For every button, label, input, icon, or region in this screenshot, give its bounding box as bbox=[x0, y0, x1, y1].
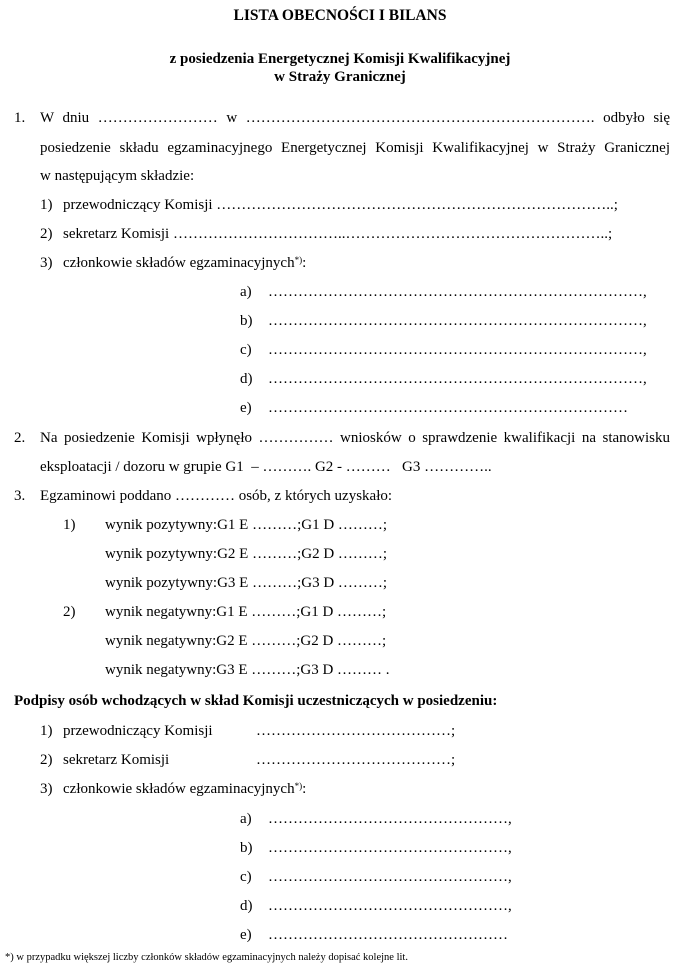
sig-item-letter: b) bbox=[240, 840, 253, 856]
member-item-dots: …………………………………………………………………, bbox=[268, 342, 647, 358]
footnote-marker: *) bbox=[294, 255, 303, 265]
sig-footnote-marker: *) bbox=[294, 781, 303, 791]
section-2-line2: eksploatacji / dozoru w grupie G1 – ………. G2 - ……… G3 ………….. bbox=[40, 459, 492, 475]
section-1-number: 1. bbox=[14, 110, 26, 126]
positive-result-g3: wynik pozytywny:G3 E ………;G3 D ………; bbox=[105, 575, 388, 591]
positive-result-g1: wynik pozytywny:G1 E ………;G1 D ………; bbox=[105, 517, 388, 533]
secretary-line: sekretarz Komisji ……………………………..……………………………………………..; bbox=[63, 226, 613, 242]
negative-number: 2) bbox=[63, 604, 76, 620]
sig-item-letter: d) bbox=[240, 898, 253, 914]
sig-secretary-dots: …………………………………; bbox=[256, 752, 456, 768]
section-2-number: 2. bbox=[14, 430, 26, 446]
members-number: 3) bbox=[40, 255, 53, 271]
section-1-line3: w następującym składzie: bbox=[40, 168, 195, 184]
signatures-heading: Podpisy osób wchodzących w skład Komisji uczestniczących w posiedzeniu: bbox=[14, 693, 498, 709]
sig-chair-dots: …………………………………; bbox=[256, 723, 456, 739]
sig-members-line bbox=[63, 780, 306, 798]
member-item-letter: a) bbox=[240, 284, 252, 300]
negative-result-g1: wynik negatywny:G1 E ………;G1 D ………; bbox=[105, 604, 387, 620]
section-3-line1: Egzaminowi poddano ………… osób, z których uzyskało: bbox=[40, 488, 393, 504]
document-subtitle-line2: w Straży Granicznej bbox=[274, 69, 406, 85]
document-title: LISTA OBECNOŚCI I BILANS bbox=[233, 7, 447, 24]
sig-members-number: 3) bbox=[40, 781, 53, 797]
sig-members-label: członkowie składów egzaminacyjnych bbox=[63, 781, 295, 797]
member-item-dots: …………………………………………………………………, bbox=[268, 313, 647, 329]
members-line bbox=[63, 254, 306, 272]
sig-item-letter: c) bbox=[240, 869, 252, 885]
sig-item-dots: …………………………………………, bbox=[268, 811, 512, 827]
sig-item-dots: …………………………………………, bbox=[268, 898, 512, 914]
positive-number: 1) bbox=[63, 517, 76, 533]
secretary-number: 2) bbox=[40, 226, 53, 242]
sig-chair-number: 1) bbox=[40, 723, 53, 739]
chair-line: przewodniczący Komisji ……………………………………………………………………..; bbox=[63, 197, 618, 213]
member-item-letter: e) bbox=[240, 400, 252, 416]
section-3-number: 3. bbox=[14, 488, 26, 504]
member-item-letter: d) bbox=[240, 371, 253, 387]
sig-item-letter: e) bbox=[240, 927, 252, 943]
section-1-line1: W dniu …………………… w ……………………………………………………………. odbyło się bbox=[40, 110, 670, 126]
document-subtitle-line1: z posiedzenia Energetycznej Komisji Kwalifikacyjnej bbox=[169, 51, 511, 67]
sig-members-colon: : bbox=[302, 781, 307, 797]
sig-secretary-label: sekretarz Komisji bbox=[63, 752, 170, 768]
member-item-dots: …………………………………………………………………, bbox=[268, 371, 647, 387]
chair-number: 1) bbox=[40, 197, 53, 213]
section-2-line1: Na posiedzenie Komisji wpłynęło …………… wniosków o sprawdzenie kwalifikacji na stanowisku bbox=[40, 430, 670, 446]
negative-result-g3: wynik negatywny:G3 E ………;G3 D ……… . bbox=[105, 662, 390, 678]
positive-result-g2: wynik pozytywny:G2 E ………;G2 D ………; bbox=[105, 546, 388, 562]
sig-item-dots: ………………………………………… bbox=[268, 927, 508, 943]
members-colon: : bbox=[302, 255, 307, 271]
sig-item-letter: a) bbox=[240, 811, 252, 827]
footnote: *) w przypadku większej liczby członków składów egzaminacyjnych należy dopisać kolejne lit. bbox=[5, 952, 408, 963]
sig-secretary-number: 2) bbox=[40, 752, 53, 768]
members-label: członkowie składów egzaminacyjnych bbox=[63, 255, 295, 271]
member-item-dots: ……………………………………………………………… bbox=[268, 400, 628, 416]
sig-item-dots: …………………………………………, bbox=[268, 840, 512, 856]
section-1-line2: posiedzenie składu egzaminacyjnego Energetycznej Komisji Kwalifikacyjnej w Straży Granicznej bbox=[40, 140, 670, 156]
member-item-letter: b) bbox=[240, 313, 253, 329]
negative-result-g2: wynik negatywny:G2 E ………;G2 D ………; bbox=[105, 633, 387, 649]
sig-item-dots: …………………………………………, bbox=[268, 869, 512, 885]
sig-chair-label: przewodniczący Komisji bbox=[63, 723, 213, 739]
member-item-letter: c) bbox=[240, 342, 252, 358]
member-item-dots: …………………………………………………………………, bbox=[268, 284, 647, 300]
